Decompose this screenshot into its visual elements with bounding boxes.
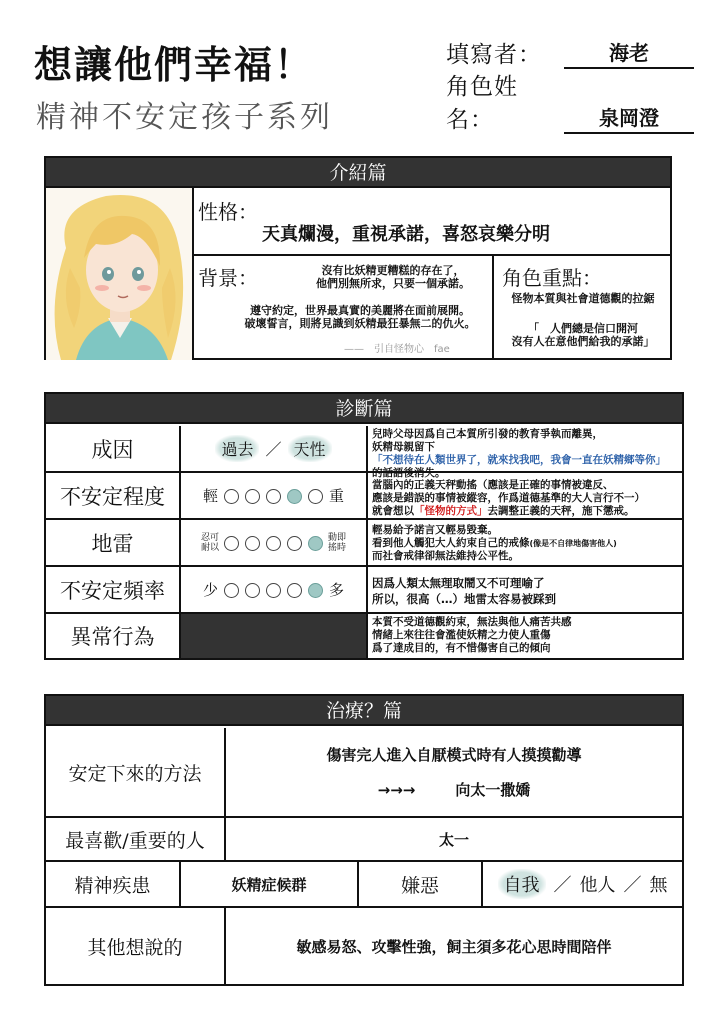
method-row	[46, 728, 682, 818]
dislike-separator: ／	[553, 875, 572, 896]
character-label: 角色姓名：	[446, 74, 518, 133]
illness-value: 妖精症候群	[181, 862, 359, 906]
diagnosis-heading: 診斷篇	[46, 394, 682, 424]
note-line: 爲了達成目的，有不惜傷害自己的傾向	[372, 642, 551, 654]
method-line: 傷害完人進入自厭模式時有人摸摸勸導	[326, 746, 582, 764]
cause-option-past[interactable]: 過去	[215, 435, 259, 462]
filler-value: 海老	[564, 37, 694, 69]
note-fragment: 去調整正義的天秤，施下懲戒。	[487, 505, 635, 517]
character-value: 泉岡澄	[564, 102, 694, 134]
other-label: 其他想說的	[46, 908, 226, 984]
focus-line: 沒有人在意他們給我的承諾」	[511, 335, 655, 348]
instability-row	[46, 473, 682, 520]
abnormal-row	[46, 614, 682, 658]
method-line	[378, 779, 531, 800]
note-line: 輕易給予諾言又輕易毀棄。	[372, 524, 498, 536]
cause-separator: ／	[265, 440, 282, 459]
note-line: 情緒上來往往會濫使妖精之力使人重傷	[372, 629, 551, 641]
note-aside: (像是不自律地傷害他人)	[529, 539, 617, 548]
method-arrows: →→→	[377, 781, 416, 799]
note-line: 而社會戒律卻無法維持公平性。	[372, 550, 519, 562]
dislike-label: 嫌惡	[359, 862, 483, 906]
frequency-scale	[181, 567, 368, 612]
scale-circle[interactable]	[308, 583, 323, 598]
instability-note	[368, 473, 682, 518]
portrait-illustration	[46, 188, 194, 360]
note-line: 的話語後消失。	[372, 467, 446, 479]
filler-label: 填寫者：	[446, 42, 542, 68]
person-label: 最喜歡/重要的人	[46, 818, 226, 860]
note-line	[372, 505, 678, 518]
scale-circle[interactable]	[224, 489, 239, 504]
personality-label: 性格：	[198, 200, 258, 224]
page-subtitle: 精神不安定孩子系列	[36, 100, 333, 135]
scale-circle[interactable]	[308, 489, 323, 504]
cause-row	[46, 426, 682, 479]
illness-label: 精神疾患	[46, 862, 181, 906]
character-portrait	[46, 188, 194, 360]
method-label: 安定下來的方法	[46, 728, 226, 816]
note-fragment: 就會想以	[372, 505, 414, 517]
dislike-option-self[interactable]: 自我	[498, 869, 546, 899]
focus-label: 角色重點：	[502, 266, 602, 290]
trigger-label: 地雷	[46, 520, 181, 565]
person-value: 太一	[438, 830, 469, 849]
instability-label: 不安定程度	[46, 473, 181, 518]
treatment-section	[44, 694, 684, 986]
scale-circle[interactable]	[287, 489, 302, 504]
note-highlight: 「怪物的方式」	[414, 505, 488, 517]
background-cell	[194, 256, 494, 360]
focus-cell	[494, 256, 670, 360]
note-line: 所以，很高（…）地雷太容易被踩到	[372, 592, 556, 606]
diagnosis-section	[44, 392, 684, 660]
scale-high-label: 重	[329, 487, 345, 505]
frequency-row	[46, 567, 682, 614]
note-line	[372, 537, 678, 550]
cause-options	[181, 426, 368, 471]
other-row	[46, 908, 682, 984]
frequency-note	[368, 567, 682, 612]
instability-scale	[181, 473, 368, 518]
scale-circle[interactable]	[224, 536, 239, 551]
dislike-separator: ／	[623, 875, 642, 896]
note-line: 應該是錯誤的事情被縱容，作爲道德基準的大人言行不一）	[372, 492, 645, 504]
background-lines-a	[298, 264, 488, 290]
cause-label: 成因	[46, 426, 181, 471]
abnormal-label: 異常行為	[46, 614, 181, 658]
note-line-quote: 「不想待在人類世界了，就來找我吧，我會一直在妖精鄉等你」	[372, 454, 666, 466]
cause-option-nature[interactable]: 天性	[288, 435, 332, 462]
background-quote: —— 引自怪物心 fae	[344, 344, 450, 355]
abnormal-note	[368, 614, 682, 658]
personality-value: 天真爛漫，重視承諾，喜怒哀樂分明	[262, 224, 550, 245]
background-label: 背景：	[198, 266, 258, 290]
scale-circle[interactable]	[245, 489, 260, 504]
filler-row	[446, 36, 694, 69]
person-row	[46, 818, 682, 862]
focus-quote	[498, 322, 668, 348]
focus-line: 怪物本質與社會道德觀的拉鋸	[511, 292, 655, 305]
scale-circle[interactable]	[287, 583, 302, 598]
note-line: 妖精母親留下	[372, 441, 435, 453]
focus-line: 「 人們總是信口開河	[528, 322, 638, 335]
page-title: 想讓他們幸福！	[34, 42, 315, 87]
dislike-options	[483, 862, 682, 906]
background-line: 遵守約定，世界最真實的美麗將在面前展開。	[250, 304, 470, 317]
background-line: 他們別無所求，只要一個承諾。	[316, 277, 470, 290]
frequency-circles	[221, 580, 326, 599]
note-line: 本質不受道德觀約束，無法與他人痛苦共感	[372, 616, 572, 628]
cause-note	[368, 426, 682, 479]
note-fragment: 看到他人觸犯大人約束自己的戒條	[372, 537, 530, 549]
scale-circle[interactable]	[266, 583, 281, 598]
background-lines-b	[228, 304, 492, 330]
other-value: 敏感易怒、攻擊性強，飼主須多花心思時間陪伴	[296, 937, 612, 956]
method-value	[226, 728, 682, 816]
note-line: 當腦內的正義天秤動搖（應該是正確的事情被違反、	[372, 479, 614, 491]
scale-circle[interactable]	[245, 536, 260, 551]
treatment-heading: 治療？篇	[46, 696, 682, 726]
note-line: 兒時父母因爲自己本質所引發的教育爭執而離異，	[372, 428, 603, 440]
personality-row	[194, 188, 670, 256]
note-line: 因爲人類太無理取鬧又不可理喻了	[372, 576, 545, 590]
frequency-label: 不安定頻率	[46, 567, 181, 612]
scale-circle[interactable]	[266, 536, 281, 551]
character-row	[446, 68, 694, 134]
trigger-circles	[221, 533, 326, 552]
trigger-note	[368, 520, 682, 565]
method-fragment: 向太一撒嬌	[455, 781, 531, 799]
scale-circle[interactable]	[224, 583, 239, 598]
scale-circle[interactable]	[245, 583, 260, 598]
background-line: 破壞誓言，則將見識到妖精最狂暴無二的仇火。	[244, 317, 476, 330]
dislike-option-none[interactable]: 無	[649, 875, 668, 896]
dislike-option-others[interactable]: 他人	[579, 875, 616, 896]
scale-high-label: 多	[329, 581, 345, 599]
scale-circle[interactable]	[266, 489, 281, 504]
trigger-scale	[181, 520, 368, 565]
scale-circle[interactable]	[287, 536, 302, 551]
scale-low-label: 輕	[202, 487, 218, 505]
scale-low-label: 少	[202, 581, 218, 599]
scale-circle[interactable]	[308, 536, 323, 551]
illness-row	[46, 862, 682, 908]
intro-heading: 介紹篇	[46, 158, 670, 188]
instability-circles	[221, 486, 326, 505]
trigger-row	[46, 520, 682, 567]
intro-section	[44, 156, 672, 360]
scale-high-label: 動即搖時	[327, 532, 346, 553]
scale-low-label: 忍可耐以	[200, 532, 219, 553]
abnormal-blank	[181, 614, 368, 658]
background-line: 沒有比妖精更糟糕的存在了，	[321, 264, 465, 277]
